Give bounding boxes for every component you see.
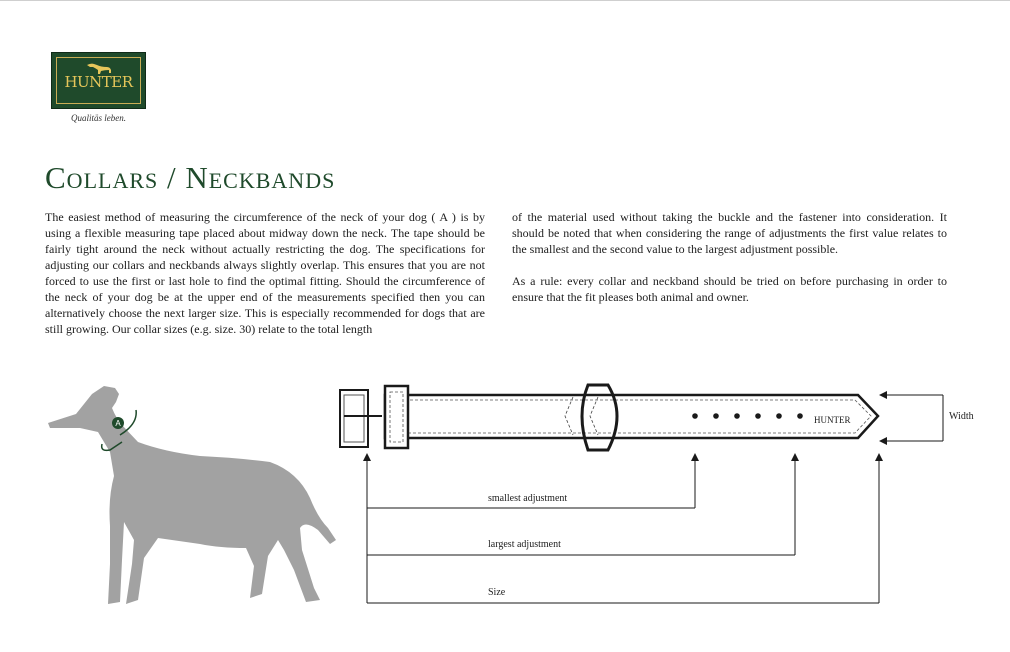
collar-hole (692, 413, 698, 419)
body-paragraph-right-2: As a rule: every collar and neckband should be tried on before purchasing in order to ensure that the fit pleases both animal and owner. (512, 274, 947, 304)
body-paragraph-right-1: of the material used without taking the buckle and the fastener into consideration. It should be noted that when considering the range of adjustments the first value relates to the smallest and the second value to the largest adjustment possible. (512, 210, 947, 256)
collar-diagram (330, 375, 990, 615)
size-label: Size (488, 587, 506, 598)
dog-silhouette (48, 386, 336, 604)
collar-strap (385, 395, 878, 438)
smallest-adjustment-label: smallest adjustment (488, 493, 568, 504)
collar-buckle (340, 386, 408, 448)
width-indicator (883, 395, 943, 441)
collar-brand-label: HUNTER (814, 415, 851, 425)
collar-hole (713, 413, 719, 419)
largest-adjustment-label: largest adjustment (488, 539, 561, 550)
collar-hole (797, 413, 803, 419)
collar-hole (755, 413, 761, 419)
body-text-left: The easiest method of measuring the circumference of the neck of your dog ( A ) is by using a flexible measuring tape placed about midway down the neck. The tape should be fairly tight around the neck without actually restricting the dog. The specifications for adjusting our collars and neckbands always slightly overlap. This ensures that you are not forced to use the first or last hole to find the optimal fitting. Should the circumference of the neck of your dog be at the upper end of the measurements specified then you can alternatively choose the next larger size. This is especially recommended for dogs that are still growing. Our collar sizes (e.g. size. 30) relate to the total length (45, 210, 485, 336)
top-rule (0, 0, 1010, 1)
neck-marker-label: A (115, 419, 121, 428)
hunter-logo (51, 52, 146, 109)
width-label: Width (949, 411, 974, 422)
logo-wordmark: HUNTER (64, 73, 133, 91)
measurement-lines (367, 457, 879, 603)
collar-hole (776, 413, 782, 419)
dog-illustration (40, 380, 340, 608)
brand-tagline: Qualitäs leben. (71, 113, 126, 123)
body-text-right (512, 209, 947, 321)
collar-hole (734, 413, 740, 419)
page-title: Collars / Neckbands (45, 160, 336, 195)
